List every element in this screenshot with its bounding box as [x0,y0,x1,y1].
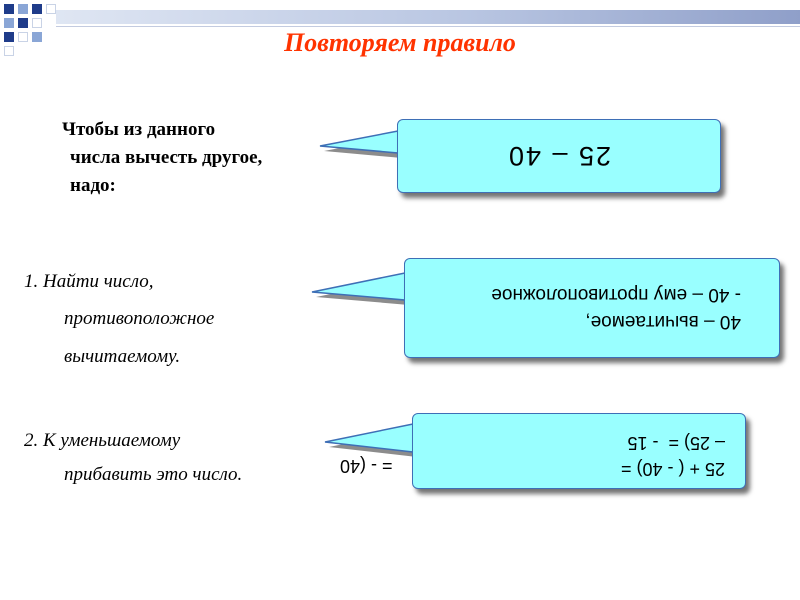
callout-tail [312,273,409,305]
slide-title: Повторяем правило [284,28,516,57]
step-one-line: противоположное [64,308,215,329]
rule-line: надо: [70,175,116,196]
callout-expression-text: 25 – 40 [506,141,612,172]
callout-line: 40 – вычитаемое, [585,311,741,332]
rule-line: числа вычесть другое, [70,147,263,168]
callout-calculation-text [413,414,745,488]
callout-tail [320,131,402,158]
step-two-line: прибавить это число. [64,464,243,485]
callout-tail [325,424,417,457]
callout-line: – 25) = - 15 [627,433,725,453]
callout-expression [397,119,721,193]
step-one-line: 1. Найти число, [24,271,154,292]
callout-line: - 40 – ему противоположное [491,284,741,305]
calculation-overflow-text: = - (40 [340,456,393,476]
callout-calculation [412,413,746,489]
step-one-line: вычитаемому. [64,346,181,367]
callout-line: 25 + ( - 40) = [620,459,725,479]
step-two-line: 2. К уменьшаемому [24,430,181,451]
callout-opposite [404,258,780,358]
callout-opposite-text [405,259,779,357]
rule-line: Чтобы из данного [62,119,216,140]
